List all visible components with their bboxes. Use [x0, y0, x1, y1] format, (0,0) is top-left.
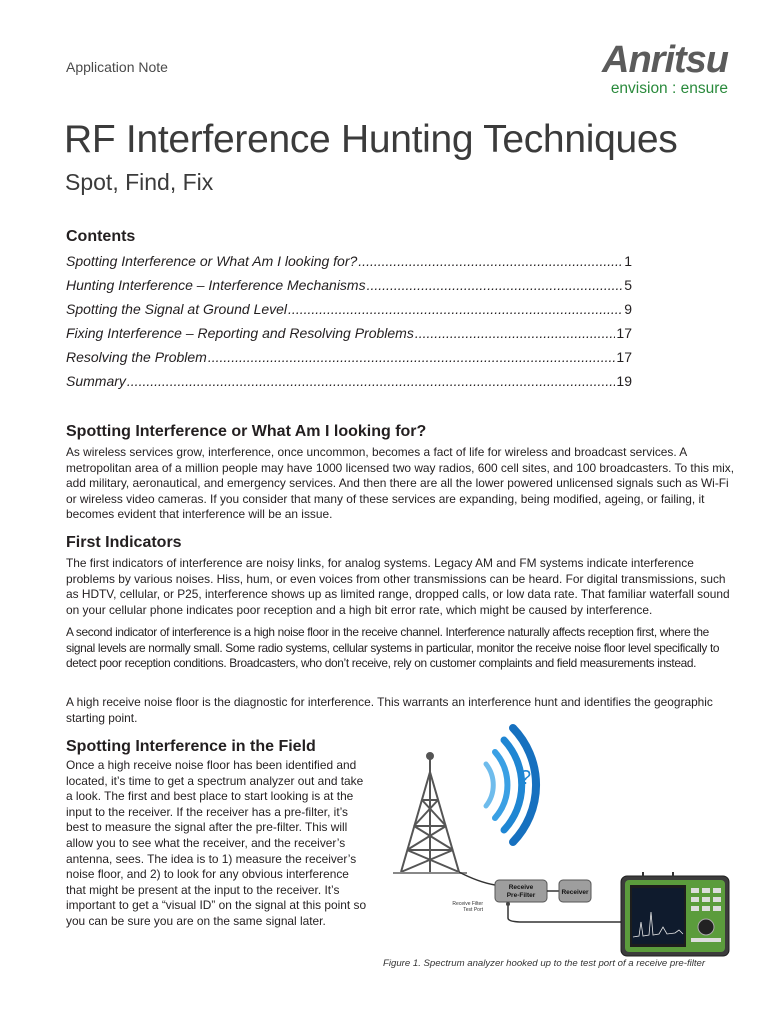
toc-item[interactable] [66, 253, 632, 277]
prefilter-label-2: Pre-Filter [506, 892, 536, 899]
toc-item-page: 17 [616, 325, 632, 341]
section-heading-spotting: Spotting Interference or What Am I looking for? [66, 423, 427, 440]
toc-item-page: 19 [616, 373, 632, 389]
toc-item-label: Resolving the Problem [66, 349, 207, 365]
toc-item-label: Hunting Interference – Interference Mechanisms [66, 277, 366, 293]
toc-item-page: 9 [624, 301, 632, 317]
toc-leader [358, 253, 623, 269]
logo-wordmark: Anritsu [602, 39, 728, 81]
section-heading-first-indicators: First Indicators [66, 534, 182, 551]
test-port-label-2: Test Port [463, 907, 483, 913]
test-port-label-1: Receive Filter [452, 901, 483, 907]
toc-item-label: Spotting the Signal at Ground Level [66, 301, 288, 317]
toc-leader [127, 373, 616, 389]
section-body-field: Once a high receive noise floor has been identified and located, it’s time to get a spectrum analyzer out and take a look. The first and best place to start looking is at the input to the receiver. If the receiver has a pre-filter, it’s best to measure the signal after the pre-filter. This will allow you to see what the receiver, and the receiver’s antenna, sees. The idea is to 1) measure the receiver’s noise floor, and 2) to look for any obvious interference that might be present at the input to the receiver. It’s important to get a “visual ID” on the signal at this point so you can be sure you are on the same signal later. [66, 758, 367, 928]
figure-1 [383, 722, 738, 962]
toc-item-page: 17 [616, 349, 632, 365]
toc-item-label: Spotting Interference or What Am I looking for? [66, 253, 358, 269]
toc-item[interactable] [66, 277, 632, 301]
question-mark: ? [520, 767, 532, 789]
prefilter-label-1: Receive [508, 884, 534, 891]
table-of-contents [66, 253, 632, 397]
toc-item[interactable] [66, 325, 632, 349]
first-indicators-para-2: A second indicator of interference is a high noise floor in the receive channel. Interference naturally affects reception first, where the signal levels are normally small. Some radio systems, cellular systems in particular, monitor the receive noise floor level specifically to detect poor reception conditions. Broadcasters, who don’t receive, rely on customer complaints and field measurements instead. [66, 625, 720, 671]
toc-item-label: Summary [66, 373, 126, 389]
toc-leader [208, 349, 616, 365]
toc-item[interactable] [66, 349, 632, 373]
cell-tower-icon [393, 753, 467, 873]
section-heading-field: Spotting Interference in the Field [66, 738, 316, 755]
section-body-spotting: As wireless services grow, interference, once uncommon, becomes a fact of life for wireless and broadcast services. A metropolitan area of a million people may have 1000 licensed two way radios, 600 cell sites, and 100 broadcasters. To this mix, add military, aeronautical, and emergency services. And then there are all the lower powered unlicensed signals such as Wi-Fi or wireless video cameras. If you consider that many of these services are expanding, being modified, ageing, or failing, it becomes evident that interference will be an issue. [66, 445, 734, 522]
document-type-label: Application Note [66, 59, 168, 75]
contents-heading: Contents [66, 228, 136, 245]
test-cable [508, 906, 623, 922]
antenna-cable [459, 872, 495, 885]
figure-illustration [383, 722, 738, 962]
toc-item[interactable] [66, 301, 632, 325]
anritsu-logo [563, 40, 728, 98]
toc-item-page: 1 [624, 253, 632, 269]
logo-tagline: envision : ensure [610, 80, 728, 97]
toc-leader [367, 277, 624, 293]
spectrum-analyzer-icon [621, 872, 729, 956]
toc-item-page: 5 [624, 277, 632, 293]
first-indicators-para-1: The first indicators of interference are noisy links, for analog systems. Legacy AM and FM systems indicate interference problems by various noises. Hiss, hum, or even voices from other transmissions can be heard. For digital transmissions, such as HDTV, cellular, or P25, interference shows up as limited range, dropped calls, or low data rate. That familiar waterfall sound on your cellular phone indicates poor reception and a high bit error rate, which might be caused by interference. [66, 556, 730, 617]
first-indicators-para-3: A high receive noise floor is the diagnostic for interference. This warrants an interference hunt and identifies the geographic starting point. [66, 695, 713, 725]
toc-item-label: Fixing Interference – Reporting and Resolving Problems [66, 325, 414, 341]
figure-caption: Figure 1. Spectrum analyzer hooked up to the test port of a receive pre-filter [383, 958, 706, 969]
toc-item[interactable] [66, 373, 632, 397]
receiver-label: Receiver [561, 889, 589, 896]
page-title: RF Interference Hunting Techniques [64, 118, 678, 161]
toc-leader [288, 301, 623, 317]
toc-leader [415, 325, 616, 341]
page-subtitle: Spot, Find, Fix [65, 169, 214, 195]
